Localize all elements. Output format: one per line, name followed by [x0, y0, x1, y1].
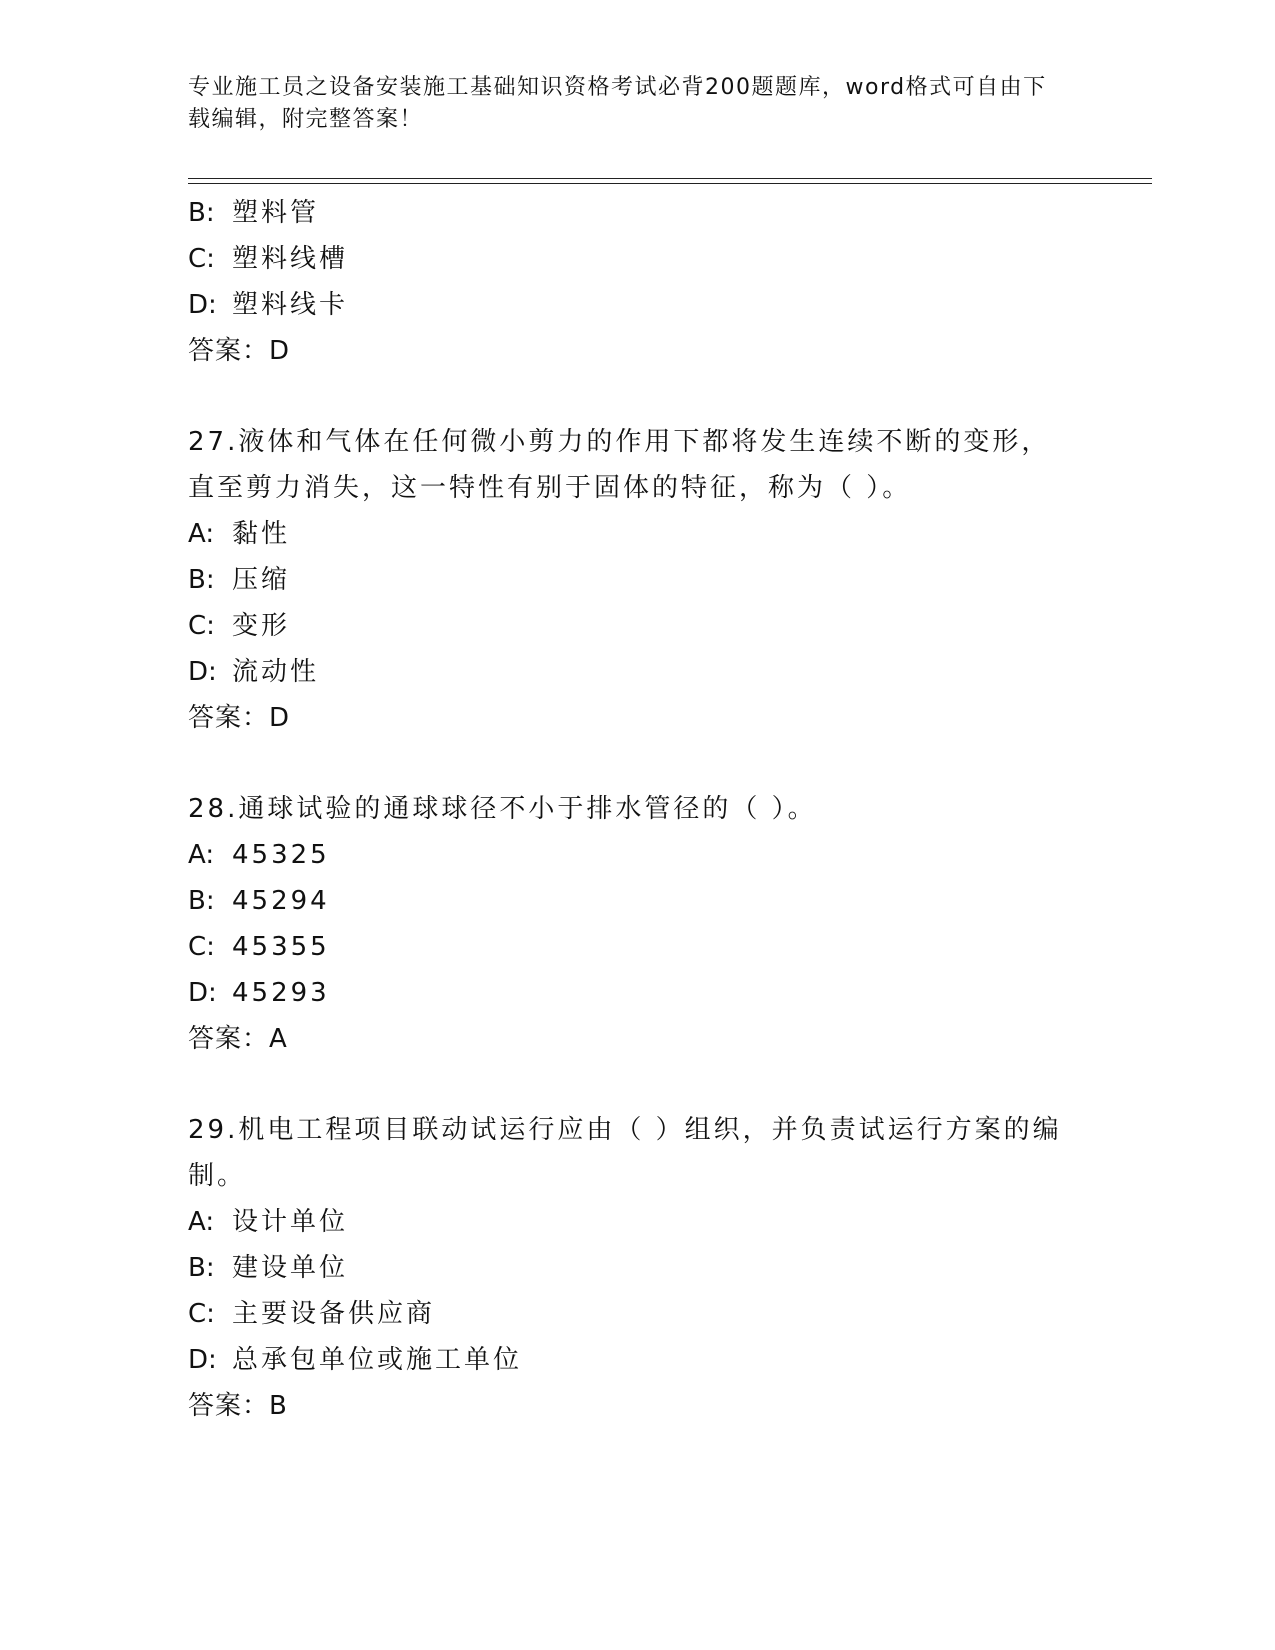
option-c [188, 924, 1088, 970]
option-d [188, 649, 1088, 695]
option-key: B: [188, 886, 215, 916]
option-key: D: [188, 978, 217, 1008]
option-key: C: [188, 1299, 215, 1329]
option-text: 流动性 [232, 657, 320, 687]
option-text: 压缩 [232, 565, 291, 595]
option-text: 45293 [232, 978, 330, 1008]
option-text: 黏性 [232, 519, 291, 549]
option-b [188, 1245, 1088, 1291]
header-divider-top [188, 178, 1152, 179]
option-c [188, 236, 1088, 282]
option-a [188, 1199, 1088, 1245]
question-29 [188, 1107, 1088, 1429]
option-text: 45294 [232, 886, 330, 916]
option-d [188, 1337, 1088, 1383]
option-key: C: [188, 932, 215, 962]
option-b [188, 878, 1088, 924]
answer-line: 答案：B [188, 1391, 288, 1421]
question-list [188, 190, 1088, 1429]
option-d [188, 970, 1088, 1016]
question-27 [188, 419, 1088, 741]
option-text: 主要设备供应商 [232, 1299, 436, 1329]
option-key: D: [188, 290, 217, 320]
option-key: B: [188, 565, 215, 595]
option-key: A: [188, 840, 215, 870]
option-text: 塑料管 [232, 198, 320, 228]
option-a [188, 511, 1088, 557]
option-key: A: [188, 1207, 215, 1237]
option-text: 45325 [232, 840, 330, 870]
option-key: C: [188, 244, 215, 274]
header-divider-bottom [188, 183, 1152, 184]
option-key: A: [188, 519, 215, 549]
document-header: 专业施工员之设备安装施工基础知识资格考试必背200题题库，word格式可自由下载编辑，附完整答案！ [188, 75, 1047, 132]
option-text: 变形 [232, 611, 291, 641]
partial-question [188, 190, 1088, 374]
answer-line: 答案：D [188, 703, 291, 733]
option-d [188, 282, 1088, 328]
option-text: 塑料线槽 [232, 244, 349, 274]
option-text: 45355 [232, 932, 330, 962]
option-a [188, 832, 1088, 878]
option-key: D: [188, 1345, 217, 1375]
option-b [188, 557, 1088, 603]
option-key: C: [188, 611, 215, 641]
option-text: 建设单位 [232, 1253, 349, 1283]
question-text: 28.通球试验的通球球径不小于排水管径的（ ）。 [188, 794, 817, 824]
question-text: 29.机电工程项目联动试运行应由（ ）组织，并负责试运行方案的编制。 [188, 1115, 1062, 1191]
option-key: B: [188, 198, 215, 228]
option-key: D: [188, 657, 217, 687]
answer-line: 答案：A [188, 1024, 288, 1054]
question-text: 27.液体和气体在任何微小剪力的作用下都将发生连续不断的变形，直至剪力消失，这一特性有别于固体的特征，称为（ ）。 [188, 427, 1051, 503]
option-key: B: [188, 1253, 215, 1283]
option-text: 总承包单位或施工单位 [232, 1345, 523, 1375]
option-text: 设计单位 [232, 1207, 349, 1237]
option-c [188, 603, 1088, 649]
question-28 [188, 786, 1088, 1062]
option-c [188, 1291, 1088, 1337]
answer-line: 答案：D [188, 336, 291, 366]
option-text: 塑料线卡 [232, 290, 349, 320]
option-b [188, 190, 1088, 236]
